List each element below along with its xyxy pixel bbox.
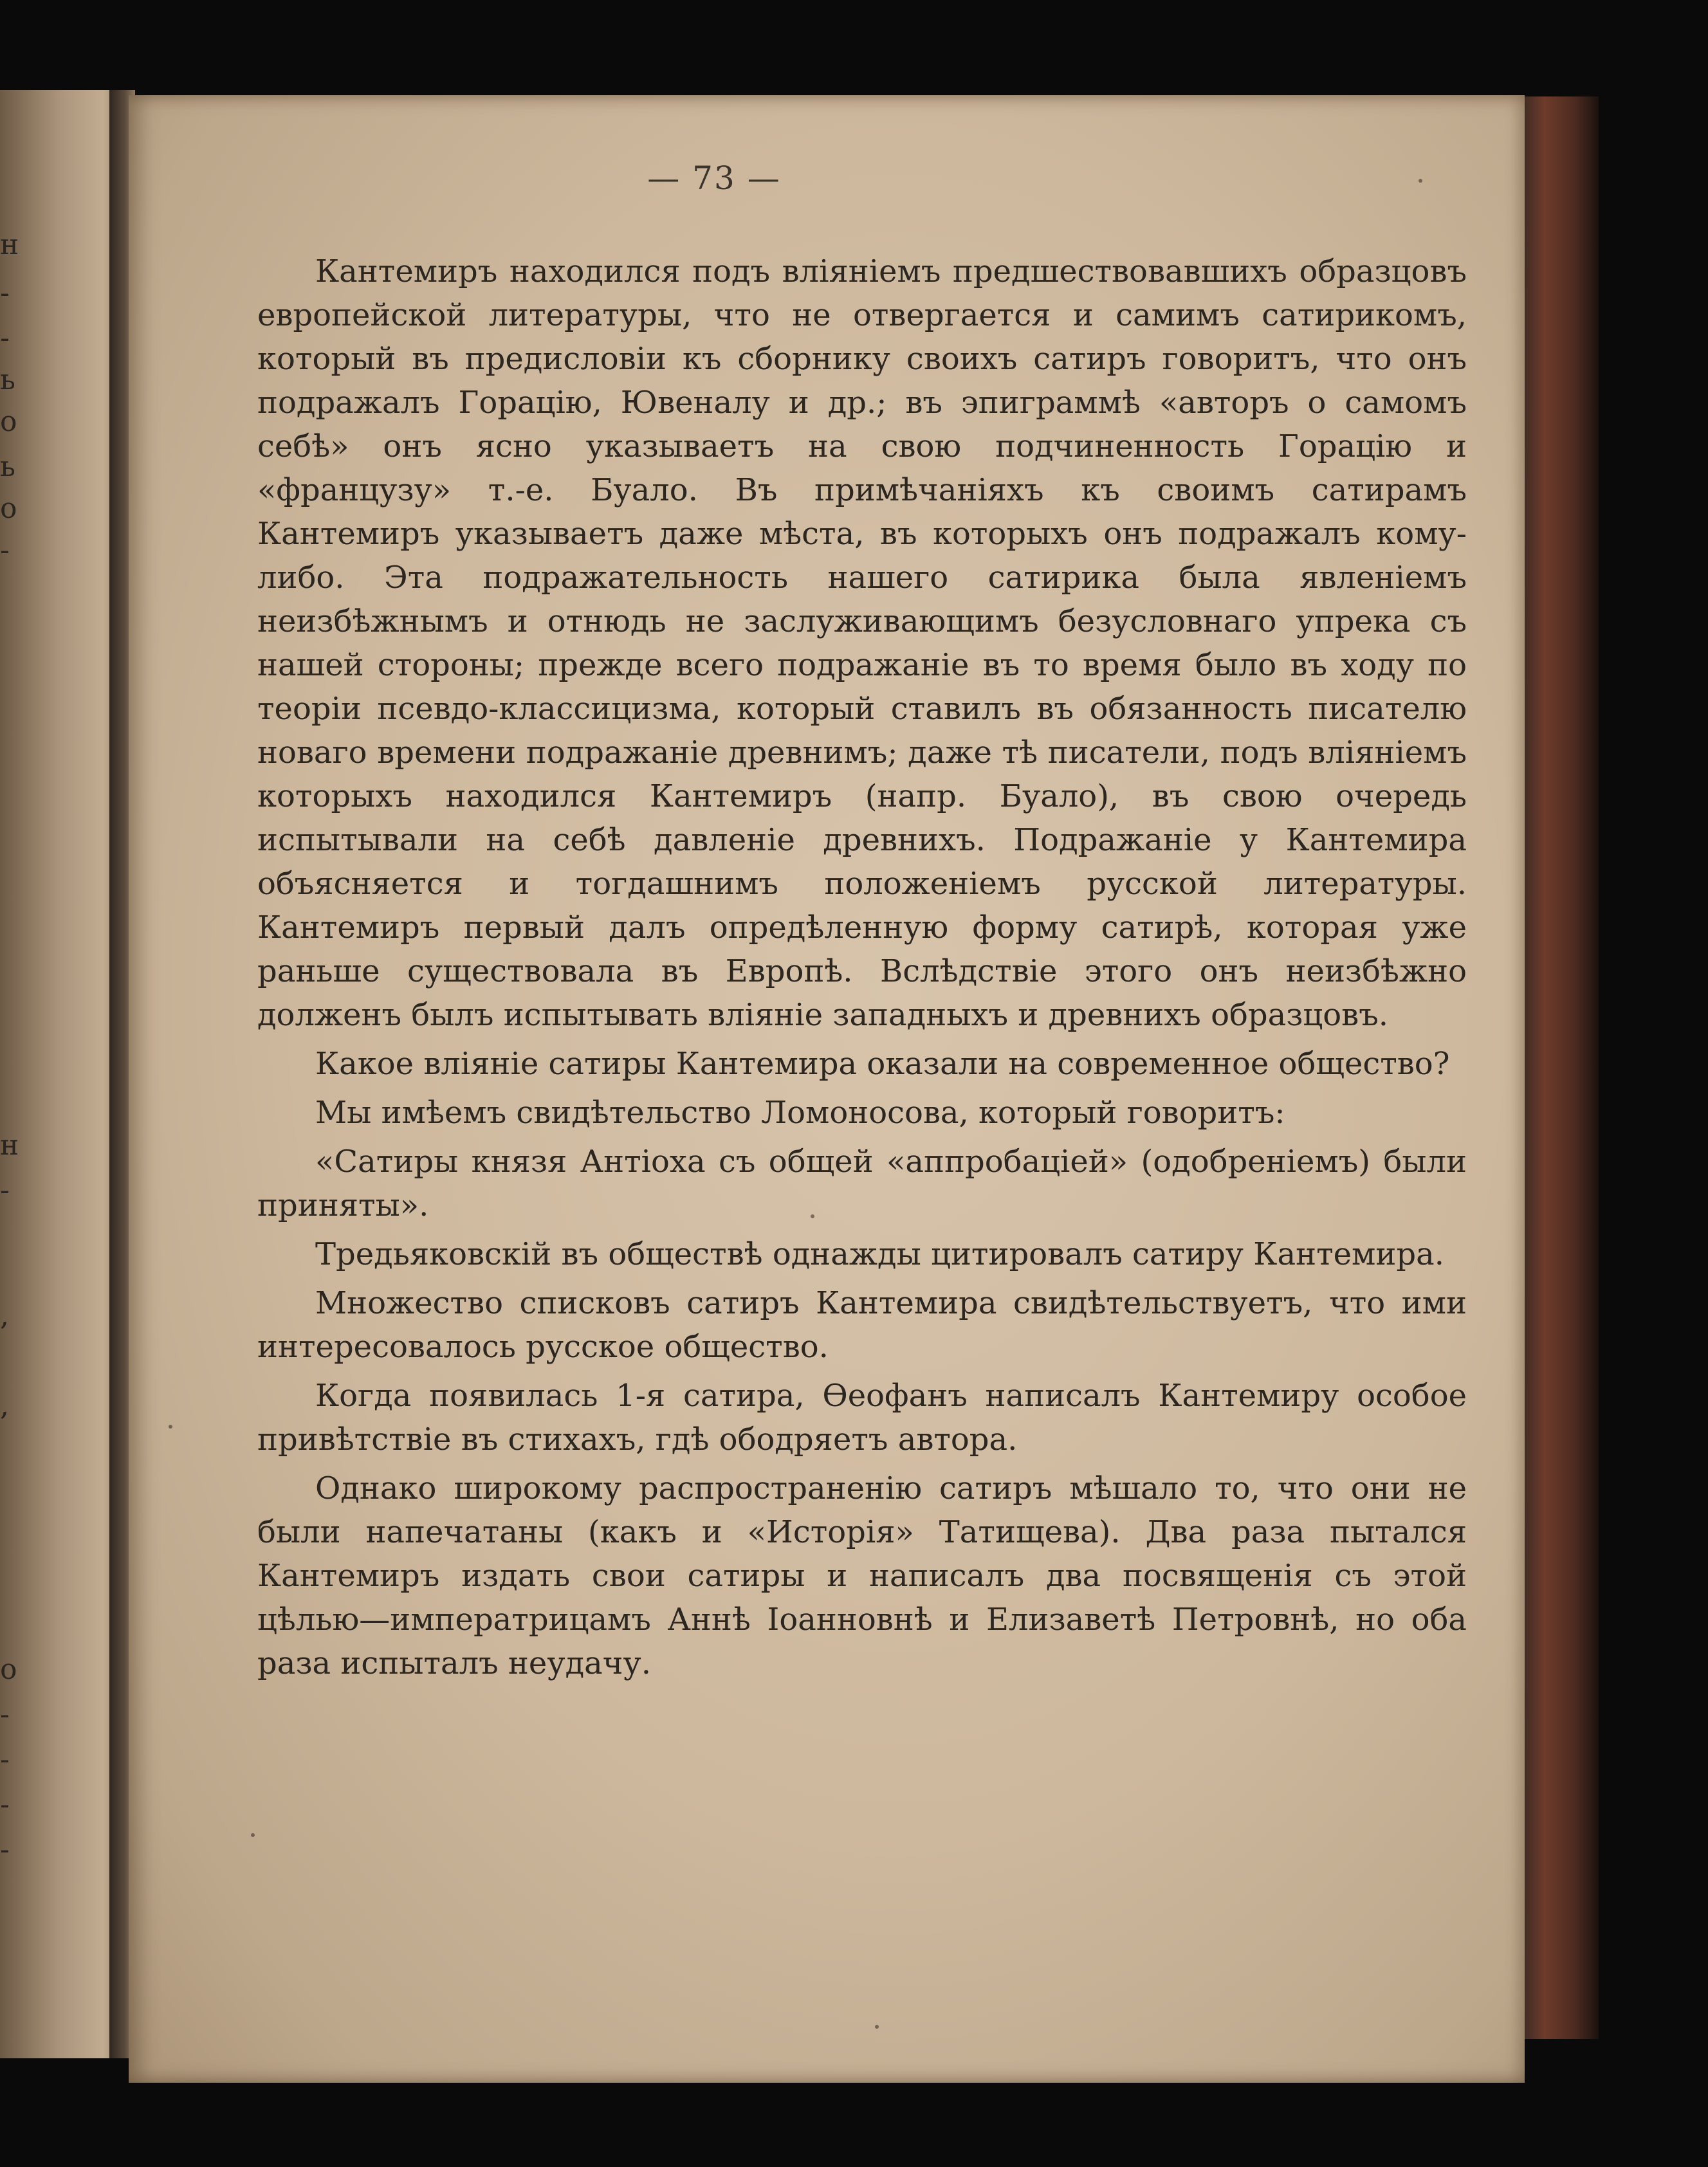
left-page-fragment: ь <box>0 363 15 396</box>
left-page-fragment: - <box>0 534 10 567</box>
paper-speck <box>1419 179 1422 183</box>
paragraph: Какое вліяніе сатиры Кантемира оказали на современное общество? <box>315 1046 1450 1082</box>
paper-speck <box>251 1833 255 1837</box>
page-number: — 73 — <box>647 160 781 197</box>
left-page-fragment: - <box>0 1833 10 1866</box>
paper-speck <box>811 1214 814 1218</box>
left-page-fragment: н <box>0 1129 19 1162</box>
left-page-fragment: - <box>0 277 10 309</box>
book-page <box>129 95 1525 2083</box>
book-cover-edge <box>1521 96 1599 2039</box>
left-page-fragment: , <box>0 1299 9 1332</box>
left-page-fragment: - <box>0 1788 10 1821</box>
left-page-fragment: - <box>0 322 10 354</box>
left-page-fragment: о <box>0 1653 17 1686</box>
paragraph: Кантемиръ находился подъ вліяніемъ предшествовавшихъ образцовъ европейской литературы, что не отвергается и самимъ сатирикомъ, который въ предисловіи къ сборнику своихъ сатиръ говоритъ, что онъ подражалъ Горацію, Ювеналу и др.; въ эпиграммѣ «авторъ о самомъ себѣ» онъ ясно указываетъ на свою подчиненность Горацію и «французу» т.-е. Буало. Въ примѣчаніяхъ къ своимъ сатирамъ Кантемиръ указываетъ даже мѣста, въ которыхъ онъ подражалъ кому-либо. Эта подражательность нашего сатирика была явленіемъ неизбѣжнымъ и отнюдь не заслуживающимъ безусловнаго упрека съ нашей стороны; прежде всего подражаніе въ то время было въ ходу по теоріи псевдо-классицизма, который ставилъ въ обязанность писателю новаго времени подражаніе древнимъ; даже тѣ писатели, подъ вліяніемъ которыхъ находился Кантемиръ (напр. Буало), въ свою очередь испытывали на себѣ давленіе древнихъ. Подражаніе у Кантемира объясняется и тогдашнимъ положеніемъ русской литературы. Кантемиръ первый далъ опредѣленную форму сатирѣ, которая уже раньше существовала въ Европѣ. Вслѣдствіе этого онъ неизбѣжно долженъ былъ испытывать вліяніе западныхъ и древнихъ образцовъ. <box>257 253 1467 1033</box>
paragraph: Мы имѣемъ свидѣтельство Ломоносова, который говоритъ: <box>315 1095 1285 1131</box>
left-page-fragment: ь <box>0 450 15 483</box>
page-text <box>257 250 1467 1690</box>
paper-speck <box>169 1425 172 1429</box>
paper-speck <box>875 2025 879 2029</box>
left-page-fragment: о <box>0 492 17 525</box>
left-page-fragment: о <box>0 405 17 438</box>
paragraph: Когда появилась 1-я сатира, Ѳеофанъ написалъ Кантемиру особое привѣтствіе въ стихахъ, гдѣ ободряетъ автора. <box>257 1378 1467 1458</box>
paragraph: Тредьяковскій въ обществѣ однажды цитировалъ сатиру Кантемира. <box>315 1236 1444 1272</box>
left-page-fragment: - <box>0 1743 10 1776</box>
paragraph: Однако широкому распространенію сатиръ мѣшало то, что они не были напечатаны (какъ и «Исторія» Татищева). Два раза пытался Кантемиръ издать свои сатиры и написалъ два посвященія съ этой цѣлью—императрицамъ Аннѣ Іоанновнѣ и Елизаветѣ Петровнѣ, но оба раза испыталъ неудачу. <box>257 1470 1467 1681</box>
paragraph: «Сатиры князя Антіоха съ общей «аппробаціей» (одобреніемъ) были приняты». <box>257 1144 1467 1223</box>
left-page-fragment: - <box>0 1174 10 1207</box>
left-page-fragment: н <box>0 228 19 261</box>
left-page-fragment: - <box>0 1698 10 1731</box>
left-page-fragment: , <box>0 1389 9 1422</box>
paragraph: Множество списковъ сатиръ Кантемира свидѣтельствуетъ, что ими интересовалось русское общество. <box>257 1285 1467 1365</box>
